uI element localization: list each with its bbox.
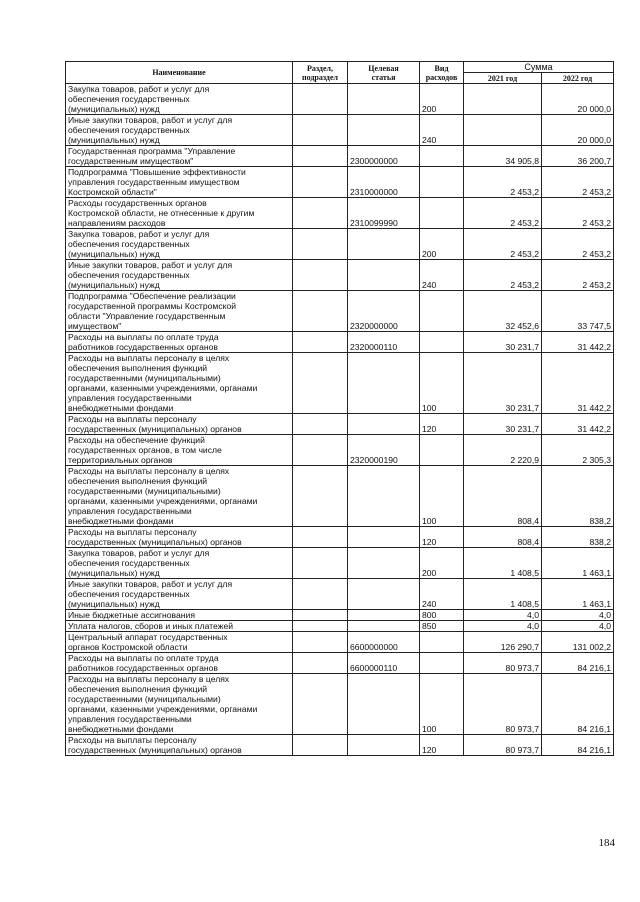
row-expense-type: 100 (420, 466, 464, 527)
row-sum-2021: 2 220,9 (464, 435, 542, 466)
row-article (348, 229, 420, 260)
row-sum-2021: 4,0 (464, 621, 542, 632)
row-sum-2021: 30 231,7 (464, 353, 542, 414)
table-row (66, 229, 614, 260)
row-article: 2310000000 (348, 167, 420, 198)
row-sum-2022: 84 216,1 (542, 735, 614, 756)
row-article: 2310099990 (348, 198, 420, 229)
row-section (293, 435, 348, 466)
row-expense-type: 120 (420, 527, 464, 548)
row-sum-2021: 126 290,7 (464, 632, 542, 653)
table-row (66, 291, 614, 332)
row-expense-type (420, 435, 464, 466)
row-article (348, 527, 420, 548)
row-expense-type (420, 146, 464, 167)
row-sum-2021: 4,0 (464, 610, 542, 621)
row-sum-2022: 2 305,3 (542, 435, 614, 466)
table-body (66, 84, 614, 756)
row-expense-type (420, 653, 464, 674)
table-row (66, 674, 614, 735)
row-expense-type: 850 (420, 621, 464, 632)
row-expense-type (420, 291, 464, 332)
row-section (293, 653, 348, 674)
row-article (348, 621, 420, 632)
row-article (348, 260, 420, 291)
row-sum-2021: 1 408,5 (464, 548, 542, 579)
table-row (66, 735, 614, 756)
row-section (293, 674, 348, 735)
row-article (348, 735, 420, 756)
page-number: 184 (598, 837, 615, 849)
row-section (293, 527, 348, 548)
header-article: Целевая статья (348, 62, 420, 84)
table-row (66, 548, 614, 579)
row-sum-2021 (464, 84, 542, 115)
table-row (66, 146, 614, 167)
table-row (66, 332, 614, 353)
row-expense-type: 200 (420, 548, 464, 579)
row-sum-2022: 2 453,2 (542, 167, 614, 198)
row-name: Закупка товаров, работ и услуг для обеспечения государственных (муниципальных) нужд (66, 84, 293, 115)
row-expense-type: 200 (420, 84, 464, 115)
header-sum: Сумма (464, 62, 614, 73)
row-article: 2320000110 (348, 332, 420, 353)
row-section (293, 260, 348, 291)
row-section (293, 548, 348, 579)
row-expense-type: 240 (420, 579, 464, 610)
row-article (348, 353, 420, 414)
row-name: Расходы на выплаты персоналу в целях обеспечения выполнения функций государственными (муниципальными) органами, казенными учреждениями, органами управления государственными внебюджетными фондами (66, 353, 293, 414)
row-name: Расходы на выплаты по оплате труда работников государственных органов (66, 653, 293, 674)
row-name: Иные закупки товаров, работ и услуг для обеспечения государственных (муниципальных) нужд (66, 579, 293, 610)
row-sum-2022: 31 442,2 (542, 332, 614, 353)
row-section (293, 332, 348, 353)
row-section (293, 353, 348, 414)
row-sum-2021: 2 453,2 (464, 167, 542, 198)
header-section: Раздел, подраздел (293, 62, 348, 84)
row-name: Расходы на выплаты персоналу государственных (муниципальных) органов (66, 414, 293, 435)
row-section (293, 229, 348, 260)
table-row (66, 435, 614, 466)
row-section (293, 610, 348, 621)
row-section (293, 84, 348, 115)
table-row (66, 527, 614, 548)
row-name: Иные закупки товаров, работ и услуг для обеспечения государственных (муниципальных) нужд (66, 115, 293, 146)
row-section (293, 632, 348, 653)
row-name: Расходы на выплаты персоналу государственных (муниципальных) органов (66, 735, 293, 756)
row-section (293, 735, 348, 756)
table-row (66, 632, 614, 653)
row-name: Расходы на выплаты персоналу в целях обеспечения выполнения функций государственными (муниципальными) органами, казенными учреждениями, органами управления государственными внебюджетными фондами (66, 466, 293, 527)
row-sum-2021: 30 231,7 (464, 414, 542, 435)
row-sum-2021: 32 452,6 (464, 291, 542, 332)
table-row (66, 621, 614, 632)
row-sum-2021: 808,4 (464, 527, 542, 548)
row-sum-2021 (464, 115, 542, 146)
row-section (293, 579, 348, 610)
row-section (293, 414, 348, 435)
row-name: Подпрограмма "Обеспечение реализации государственной программы Костромской области "Управление государственным имуществом" (66, 291, 293, 332)
row-sum-2022: 838,2 (542, 527, 614, 548)
row-sum-2022: 4,0 (542, 621, 614, 632)
table-row (66, 260, 614, 291)
row-expense-type: 800 (420, 610, 464, 621)
row-expense-type: 120 (420, 735, 464, 756)
row-sum-2022: 36 200,7 (542, 146, 614, 167)
table-row (66, 466, 614, 527)
row-sum-2022: 1 463,1 (542, 548, 614, 579)
row-sum-2022: 20 000,0 (542, 115, 614, 146)
row-sum-2022: 31 442,2 (542, 414, 614, 435)
row-section (293, 167, 348, 198)
row-sum-2022: 31 442,2 (542, 353, 614, 414)
row-article (348, 115, 420, 146)
row-name: Расходы на обеспечение функций государственных органов, в том числе территориальных органов (66, 435, 293, 466)
table-header (66, 62, 614, 84)
row-name: Закупка товаров, работ и услуг для обеспечения государственных (муниципальных) нужд (66, 548, 293, 579)
row-article: 6600000000 (348, 632, 420, 653)
row-section (293, 198, 348, 229)
row-article: 6600000110 (348, 653, 420, 674)
row-name: Подпрограмма "Повышение эффективности управления государственным имуществом Костромской области" (66, 167, 293, 198)
table-row (66, 84, 614, 115)
table-row (66, 610, 614, 621)
budget-table (65, 61, 614, 756)
row-sum-2021: 80 973,7 (464, 674, 542, 735)
row-expense-type: 100 (420, 674, 464, 735)
table-row (66, 198, 614, 229)
row-name: Государственная программа "Управление государственным имуществом" (66, 146, 293, 167)
row-article (348, 466, 420, 527)
row-expense-type: 100 (420, 353, 464, 414)
row-name: Закупка товаров, работ и услуг для обеспечения государственных (муниципальных) нужд (66, 229, 293, 260)
row-article: 2320000190 (348, 435, 420, 466)
row-expense-type: 240 (420, 115, 464, 146)
table-row (66, 414, 614, 435)
row-sum-2021: 808,4 (464, 466, 542, 527)
row-sum-2021: 80 973,7 (464, 653, 542, 674)
row-name: Расходы государственных органов Костромской области, не отнесенные к другим направлениям расходов (66, 198, 293, 229)
row-sum-2021: 2 453,2 (464, 229, 542, 260)
table-row (66, 167, 614, 198)
row-sum-2021: 1 408,5 (464, 579, 542, 610)
table-row (66, 653, 614, 674)
row-article (348, 84, 420, 115)
table-row (66, 579, 614, 610)
row-expense-type: 240 (420, 260, 464, 291)
row-article: 2300000000 (348, 146, 420, 167)
row-sum-2022: 1 463,1 (542, 579, 614, 610)
row-sum-2022: 131 002,2 (542, 632, 614, 653)
row-sum-2022: 2 453,2 (542, 198, 614, 229)
row-sum-2022: 4,0 (542, 610, 614, 621)
row-sum-2022: 33 747,5 (542, 291, 614, 332)
row-section (293, 621, 348, 632)
header-year-2022: 2022 год (542, 73, 614, 84)
row-section (293, 291, 348, 332)
row-expense-type: 200 (420, 229, 464, 260)
row-sum-2021: 34 905,8 (464, 146, 542, 167)
header-name: Наименование (66, 62, 293, 84)
row-sum-2022: 2 453,2 (542, 260, 614, 291)
row-expense-type (420, 198, 464, 229)
row-article (348, 579, 420, 610)
row-article (348, 674, 420, 735)
row-sum-2022: 2 453,2 (542, 229, 614, 260)
row-article (348, 548, 420, 579)
row-article (348, 414, 420, 435)
row-name: Расходы на выплаты персоналу государственных (муниципальных) органов (66, 527, 293, 548)
row-sum-2022: 20 000,0 (542, 84, 614, 115)
row-article (348, 610, 420, 621)
row-name: Иные бюджетные ассигнования (66, 610, 293, 621)
row-name: Расходы на выплаты по оплате труда работников государственных органов (66, 332, 293, 353)
row-name: Центральный аппарат государственных органов Костромской области (66, 632, 293, 653)
row-sum-2022: 84 216,1 (542, 653, 614, 674)
table-row (66, 353, 614, 414)
row-name: Уплата налогов, сборов и иных платежей (66, 621, 293, 632)
row-sum-2021: 80 973,7 (464, 735, 542, 756)
row-section (293, 146, 348, 167)
header-year-2021: 2021 год (464, 73, 542, 84)
row-section (293, 466, 348, 527)
header-expense-type: Вид расходов (420, 62, 464, 84)
row-sum-2022: 84 216,1 (542, 674, 614, 735)
row-expense-type: 120 (420, 414, 464, 435)
table-row (66, 115, 614, 146)
row-name: Расходы на выплаты персоналу в целях обеспечения выполнения функций государственными (муниципальными) органами, казенными учреждениями, органами управления государственными внебюджетными фондами (66, 674, 293, 735)
row-name: Иные закупки товаров, работ и услуг для обеспечения государственных (муниципальных) нужд (66, 260, 293, 291)
row-expense-type (420, 332, 464, 353)
row-expense-type (420, 632, 464, 653)
row-expense-type (420, 167, 464, 198)
row-sum-2021: 2 453,2 (464, 260, 542, 291)
row-sum-2022: 838,2 (542, 466, 614, 527)
row-sum-2021: 30 231,7 (464, 332, 542, 353)
row-section (293, 115, 348, 146)
row-sum-2021: 2 453,2 (464, 198, 542, 229)
row-article: 2320000000 (348, 291, 420, 332)
